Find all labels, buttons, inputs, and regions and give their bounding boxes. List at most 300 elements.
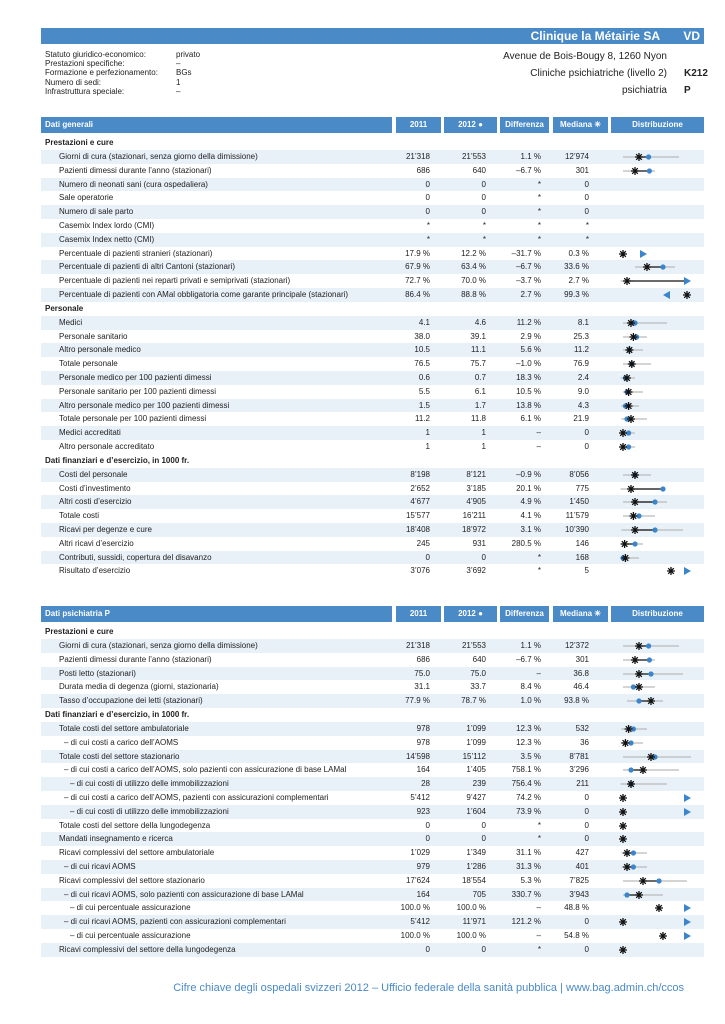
value-diff: – [536,903,541,913]
value-2012: 21’553 [461,152,486,161]
table-row [41,178,704,192]
table-row [41,694,704,708]
value-median: 0 [584,806,589,816]
value-median: 2.7 % [568,276,589,286]
value-median: 775 [575,483,589,493]
value-median: 8.1 [577,317,589,327]
value-2011: 978 [416,737,430,747]
value-median: 36 [580,737,589,747]
value-2012: 63.4 % [461,262,486,272]
asterisk-icon: ✳ [594,609,601,618]
value-2012: 1’099 [466,723,486,733]
value-2012: 239 [472,779,486,789]
row-label: – di cui costi a carico dell’AOMS, solo pazienti con assicurazione di base LAMal [64,765,347,775]
row-label: Altro personale medico [59,345,141,355]
distribution-chart [616,943,701,957]
value-median: 427 [575,848,589,858]
table-row [41,888,704,902]
row-label: Durata media di degenza (giorni, stazionaria) [59,682,219,692]
distribution-chart [616,191,701,205]
distribution-chart [616,219,701,233]
value-median: 8’056 [569,469,589,479]
row-label: – di cui percentuale assicurazione [70,903,191,913]
dot-icon: ● [478,120,483,129]
header-diff: Differenza [500,606,549,622]
value-median: 0 [584,792,589,802]
distribution-chart [616,722,701,736]
value-2011: 4.1 [418,317,430,327]
value-2012: 4.6 [474,317,486,327]
value-diff: 4.9 % [520,497,541,507]
value-diff: * [537,552,541,562]
value-diff: 121.2 % [511,917,541,927]
value-diff: 10.5 % [516,386,541,396]
row-label: – di cui costi a carico dell’AOMS, pazienti con assicurazioni complementari [64,792,329,802]
value-diff: 20.1 % [516,483,541,493]
distribution-chart [616,357,701,371]
table-row [41,791,704,805]
value-2011: 1 [425,428,430,438]
value-2011: 686 [416,165,430,175]
table-row [41,901,704,915]
value-2011: 38.0 [414,331,430,341]
value-2011: 5’412 [410,917,430,927]
value-median: 33.6 % [564,262,589,272]
value-2011: 14’598 [405,751,430,761]
value-2011: 979 [416,861,430,871]
row-label: Numero di sale parto [59,207,134,217]
distribution-chart [616,763,701,777]
section-heading: Prestazioni e cure [45,627,114,636]
clinic-type: Cliniche psichiatriche (livello 2) [530,68,667,79]
distribution-chart [616,888,701,902]
value-diff: – [536,668,541,678]
value-2011: 1.5 [418,400,430,410]
value-2011: 77.9 % [405,696,430,706]
value-diff: 2.7 % [520,289,541,299]
distribution-chart [616,860,701,874]
value-diff: 756.4 % [511,779,541,789]
row-label: Costi del personale [59,469,128,479]
value-diff: * [537,834,541,844]
value-median: 21.9 [573,414,589,424]
value-2011: 686 [416,654,430,664]
value-2011: 245 [416,538,430,548]
table-row [41,736,704,750]
info-label: Statuto giuridico-economico: [45,50,146,59]
value-median: 0 [584,428,589,438]
table-row [41,371,704,385]
value-2012: 75.0 [470,668,486,678]
row-label: Totale costi del settore della lungodegenza [59,820,211,830]
header-distribution: Distribuzione [611,117,704,133]
distribution-chart [616,316,701,330]
value-2012: 640 [472,654,486,664]
value-2012: 0.7 [474,372,486,382]
table-row [41,667,704,681]
asterisk-icon: ✳ [594,120,601,129]
info-value: 1 [176,77,181,87]
row-label: Altri costi d’esercizio [59,497,132,507]
section-heading: Dati finanziari e d’esercizio, in 1000 fr. [45,709,190,719]
distribution-chart [616,819,701,833]
value-2011: * [426,220,430,230]
distribution-chart [616,915,701,929]
row-label: Giorni di cura (stazionari, senza giorno della dimissione) [59,152,258,161]
value-median: 3’943 [569,889,589,899]
value-median: 0 [584,193,589,203]
footer-text: Cifre chiave degli ospedali svizzeri 2012 – Ufficio federale della sanità pubblica | www.bag.admin.ch/ccos [173,982,684,994]
value-2011: 0 [425,193,430,203]
distribution-chart [616,791,701,805]
value-2011: 4’677 [410,497,430,507]
distribution-chart [616,777,701,791]
value-2011: 11.2 [415,414,430,424]
value-2011: 100.0 % [400,930,430,940]
value-median: 0 [584,820,589,830]
header-median [553,117,608,133]
dot-icon: ● [478,609,483,618]
row-label: Casemix Index lordo (CMI) [59,220,155,230]
row-label: Ricavi complessivi del settore stazionario [59,875,205,885]
table-row [41,763,704,777]
distribution-chart [616,694,701,708]
value-2012: 1.7 [474,400,486,410]
value-2011: 0 [425,179,430,189]
distribution-chart [616,667,701,681]
distribution-chart [616,537,701,551]
table-row [41,874,704,888]
table-header [41,117,704,133]
row-label: Personale medico per 100 pazienti dimessi [59,372,212,382]
value-diff: 3.1 % [520,524,541,534]
value-diff: 1.0 % [520,696,541,706]
table-row [41,191,704,205]
distribution-chart [616,330,701,344]
value-diff: 6.1 % [520,414,541,424]
value-median: 11.2 [574,345,589,355]
distribution-chart [616,736,701,750]
table-row [41,316,704,330]
info-label: Numero di sedi: [45,77,102,87]
distribution-chart [616,929,701,943]
table-row [41,247,704,261]
value-2011: 15’577 [405,511,430,521]
table-row [41,412,704,426]
value-2012: 1’604 [466,806,486,816]
row-label: Ricavi per degenze e cure [59,524,152,534]
table-row [41,915,704,929]
value-median: 0 [584,441,589,451]
row-label: Pazienti dimessi durante l’anno (stazionari) [59,165,212,175]
value-2011: 0.6 [418,372,430,382]
distribution-chart [616,564,701,578]
value-2012: 11.1 [471,345,486,355]
value-diff: 13.8 % [516,400,541,410]
distribution-chart [616,440,701,454]
header-median [553,606,608,622]
value-median: * [585,220,589,230]
info-label: Infrastruttura speciale: [45,86,125,96]
distribution-chart [616,288,701,302]
value-2012: 0 [481,834,486,844]
value-median: 301 [575,654,589,664]
value-2011: 5’412 [410,792,430,802]
value-2012: * [482,234,486,244]
value-2011: 0 [425,820,430,830]
table-header [41,606,704,622]
row-label: – di cui ricavi AOMS, pazienti con assicurazioni complementari [64,917,286,927]
table-row [41,343,704,357]
value-2011: * [426,234,430,244]
header-year-2011: 2011 [396,606,441,622]
value-median: * [585,234,589,244]
value-median: 0 [584,179,589,189]
value-2011: 10.5 [414,345,430,355]
info-value: – [176,86,181,96]
value-median: 168 [575,552,589,562]
value-diff: –31.7 % [511,248,541,258]
distribution-chart [616,164,701,178]
specialty-code: P [684,85,691,96]
row-label: Tasso d’occupazione dei letti (stazionari) [59,696,203,706]
value-diff: 8.4 % [520,682,541,692]
value-median: 93.8 % [564,696,589,706]
table-row [41,205,704,219]
row-label: Mandati insegnamento e ricerca [59,834,173,844]
value-2012: 931 [472,538,486,548]
value-2012: 0 [481,820,486,830]
value-diff: –6.7 % [516,262,541,272]
value-2012: 33.7 [470,682,486,692]
value-diff: 73.9 % [516,806,541,816]
value-2011: 100.0 % [400,903,430,913]
table-row [41,426,704,440]
value-diff: 11.2 % [516,317,541,327]
value-median: 2.4 [577,372,589,382]
value-median: 8’781 [569,751,589,761]
value-2012: 0 [481,207,486,217]
header-year-2012-label: 2012 [458,609,476,618]
value-diff: 18.3 % [516,372,541,382]
table-row [41,482,704,496]
value-2011: 17’624 [405,875,430,885]
value-2012: 70.0 % [461,276,486,286]
value-2012: 12.2 % [461,248,486,258]
distribution-chart [616,551,701,565]
value-median: 48.8 % [564,903,589,913]
value-diff: –6.7 % [516,165,541,175]
value-2011: 3’076 [410,566,430,576]
table-row [41,819,704,833]
value-median: 301 [575,165,589,175]
value-2011: 978 [416,723,430,733]
value-diff: 3.5 % [520,751,541,761]
row-label: Totale costi del settore stazionario [59,751,180,761]
table-row [41,330,704,344]
distribution-chart [616,680,701,694]
value-2012: 0 [481,552,486,562]
value-2012: 18’972 [461,524,486,534]
value-median: 76.9 [573,359,589,369]
value-2011: 923 [416,806,430,816]
value-2012: 15’112 [462,751,486,761]
table-row [41,468,704,482]
row-label: Posti letto (stazionari) [59,668,136,678]
distribution-chart [616,247,701,261]
value-2012: 1’286 [466,861,486,871]
distribution-chart [616,832,701,846]
value-2012: 4’905 [466,497,486,507]
row-label: Contributi, sussidi, copertura del disavanzo [59,552,212,562]
value-diff: 12.3 % [516,723,541,733]
distribution-chart [616,805,701,819]
table-row [41,564,704,578]
value-diff: 74.2 % [516,792,541,802]
row-label: – di cui costi a carico dell’AOMS [64,737,179,747]
value-diff: 1.1 % [520,641,541,650]
table-row [41,777,704,791]
header-year-2012 [444,606,497,622]
value-2012: 88.8 % [461,289,486,299]
value-2011: 2’652 [410,483,430,493]
value-diff: 2.9 % [520,331,541,341]
row-label: Totale personale per 100 pazienti dimessi [59,414,207,424]
value-2012: 0 [481,179,486,189]
table-row [41,219,704,233]
value-2012: 8’121 [466,469,486,479]
value-median: 401 [575,861,589,871]
distribution-chart [616,205,701,219]
value-median: 11’579 [565,511,589,521]
table-row [41,680,704,694]
distribution-chart [616,150,701,164]
value-2012: 100.0 % [456,903,486,913]
table-row [41,357,704,371]
info-label: Prestazioni specifiche: [45,59,125,69]
value-2011: 0 [425,834,430,844]
value-2011: 164 [416,765,430,775]
value-diff: 4.1 % [520,511,541,521]
distribution-chart [616,750,701,764]
value-2012: 21’553 [461,641,486,650]
distribution-chart [616,653,701,667]
value-median: 3’296 [569,765,589,775]
distribution-chart [616,178,701,192]
value-median: 146 [575,538,589,548]
value-2011: 5.5 [418,386,430,396]
row-label: Percentuale di pazienti con AMal obbligatoria come garante principale (stazionari) [59,289,349,299]
distribution-chart [616,495,701,509]
value-median: 54.8 % [564,930,589,940]
table-row [41,385,704,399]
value-diff: 31.3 % [516,861,541,871]
header-year-2011: 2011 [396,117,441,133]
header-diff: Differenza [500,117,549,133]
value-2011: 86.4 % [405,289,430,299]
value-median: 5 [584,566,589,576]
table-row [41,551,704,565]
table-row [41,846,704,860]
row-label: Pazienti dimessi durante l’anno (stazionari) [59,654,212,664]
value-median: 10’390 [564,524,589,534]
value-diff: 758.1 % [511,765,541,775]
value-2012: 1’349 [466,848,486,858]
header-year-2012-label: 2012 [458,120,476,129]
table-row [41,440,704,454]
distribution-chart [616,233,701,247]
row-label: Totale personale [59,359,118,369]
distribution-chart [616,901,701,915]
value-diff: –6.7 % [516,654,541,664]
hospital-info [45,50,200,96]
value-2012: 0 [481,193,486,203]
table-row [41,288,704,302]
distribution-chart [616,343,701,357]
value-2012: 0 [481,944,486,954]
table-row [41,860,704,874]
distribution-chart [616,639,701,653]
section-heading: Prestazioni e cure [45,138,114,147]
table-row [41,274,704,288]
specialty: psichiatria [621,85,667,96]
value-diff: – [536,428,541,438]
value-diff: * [537,566,541,576]
value-median: 12’974 [564,152,589,161]
value-2012: 6.1 [474,386,486,396]
row-label: Totale costi [59,511,100,521]
row-label: Risultato d’esercizio [59,566,131,576]
value-diff: 330.7 % [511,889,541,899]
row-label: Ricavi complessivi del settore ambulatoriale [59,848,215,858]
distribution-chart [616,846,701,860]
value-median: 4.3 [577,400,589,410]
value-diff: * [537,820,541,830]
value-diff: 31.1 % [516,848,541,858]
table-row [41,150,704,164]
value-median: 9.0 [577,386,589,396]
table-row [41,523,704,537]
table-row [41,537,704,551]
row-label: – di cui percentuale assicurazione [70,930,191,940]
value-diff: –3.7 % [516,276,541,286]
value-2012: * [482,220,486,230]
value-2011: 67.9 % [405,262,430,272]
value-median: 211 [576,779,589,789]
info-label: Formazione e perfezionamento: [45,68,158,78]
table-row [41,750,704,764]
header-median-label: Mediana [560,120,593,129]
section-heading: Dati finanziari e d’esercizio, in 1000 fr. [45,455,190,465]
value-median: 532 [575,723,589,733]
value-diff: * [537,179,541,189]
row-label: Altro personale accreditato [59,441,155,451]
table-row [41,653,704,667]
value-2011: 17.9 % [405,248,430,258]
value-2011: 76.5 [414,359,430,369]
section-heading: Personale [45,303,84,313]
value-diff: – [536,930,541,940]
value-2011: 0 [425,207,430,217]
value-diff: 1.1 % [520,152,541,161]
row-label: Percentuale di pazienti di altri Cantoni (stazionari) [59,262,236,272]
row-label: Medici accreditati [59,428,121,438]
value-2011: 0 [425,552,430,562]
distribution-chart [616,874,701,888]
distribution-chart [616,385,701,399]
address-line: Avenue de Bois-Bougy 8, 1260 Nyon [503,51,667,62]
value-median: 0 [584,834,589,844]
